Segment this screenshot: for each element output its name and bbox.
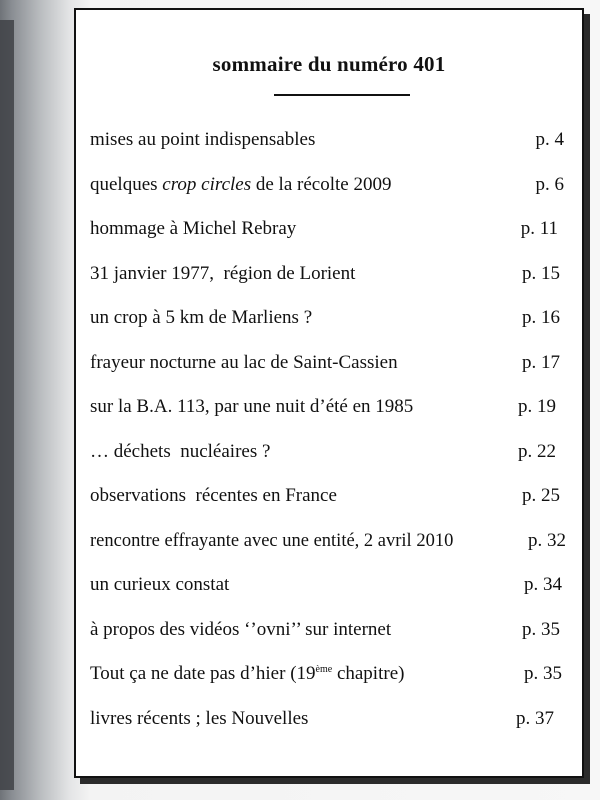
toc-item-label-pre: quelques (90, 173, 163, 195)
toc-item-label-pre: Tout ça ne date pas d’hier (19 (90, 663, 316, 684)
toc-item (90, 707, 572, 752)
toc-item (90, 128, 572, 173)
toc-item-label: à propos des vidéos ‘’ovni’’ sur internet (90, 618, 392, 640)
toc-item-label: observations récentes en France (90, 485, 337, 506)
toc-item-page: p. 4 (535, 129, 564, 150)
toc-item-label: un crop à 5 km de Marliens ? (90, 307, 313, 328)
toc-item (90, 217, 572, 262)
toc-item-label-post: chapitre) (332, 663, 405, 684)
toc-item-page: p. 37 (516, 707, 554, 729)
toc-item (90, 440, 572, 485)
toc-item-page: p. 6 (535, 173, 564, 195)
toc-item-page: p. 25 (522, 485, 560, 506)
toc-item (90, 529, 572, 574)
toc-item-label: livres récents ; les Nouvelles (90, 707, 309, 729)
toc-item (90, 573, 572, 618)
toc-item-page: p. 32 (528, 529, 566, 551)
toc-item-label-post: de la récolte 2009 (251, 173, 392, 195)
toc-item (90, 395, 572, 440)
toc-item (90, 662, 572, 707)
toc-item-label: sur la B.A. 113, par une nuit d’été en 1985 (90, 396, 414, 417)
toc-item-page: p. 16 (522, 307, 560, 328)
toc-item-label: rencontre effrayante avec une entité, 2 avril 2010 (90, 530, 454, 551)
toc-item-label (90, 662, 404, 686)
toc-item-label: 31 janvier 1977, région de Lorient (90, 262, 356, 284)
toc-item-page: p. 17 (522, 351, 560, 373)
toc-item-page: p. 22 (518, 440, 556, 462)
contents-sheet (74, 8, 584, 778)
toc-item-label: hommage à Michel Rebray (90, 218, 297, 239)
toc-item-page: p. 11 (520, 218, 558, 239)
toc-item-page: p. 35 (522, 618, 560, 640)
toc-item (90, 618, 572, 663)
toc-item-page: p. 19 (518, 396, 556, 417)
toc-item (90, 173, 572, 218)
toc-item-label: frayeur nocturne au lac de Saint-Cassien (90, 351, 398, 373)
toc-item-label-superscript: ème (315, 664, 333, 675)
toc-item (90, 351, 572, 396)
toc-item (90, 484, 572, 529)
toc-item-label: un curieux constat (90, 574, 230, 595)
toc-item-label-italic: crop circles (162, 173, 252, 195)
toc-item-page: p. 34 (524, 574, 562, 595)
table-of-contents (90, 128, 572, 751)
title-underline (274, 94, 410, 96)
toc-item-label: mises au point indispensables (90, 129, 316, 150)
toc-item (90, 306, 572, 351)
left-shadow (0, 20, 14, 790)
toc-item-page: p. 35 (524, 663, 562, 684)
toc-item-page: p. 15 (522, 262, 560, 284)
toc-item (90, 262, 572, 307)
toc-item-label (90, 173, 391, 197)
page-title: sommaire du numéro 401 (212, 52, 446, 76)
toc-item-label: … déchets nucléaires ? (90, 440, 271, 462)
